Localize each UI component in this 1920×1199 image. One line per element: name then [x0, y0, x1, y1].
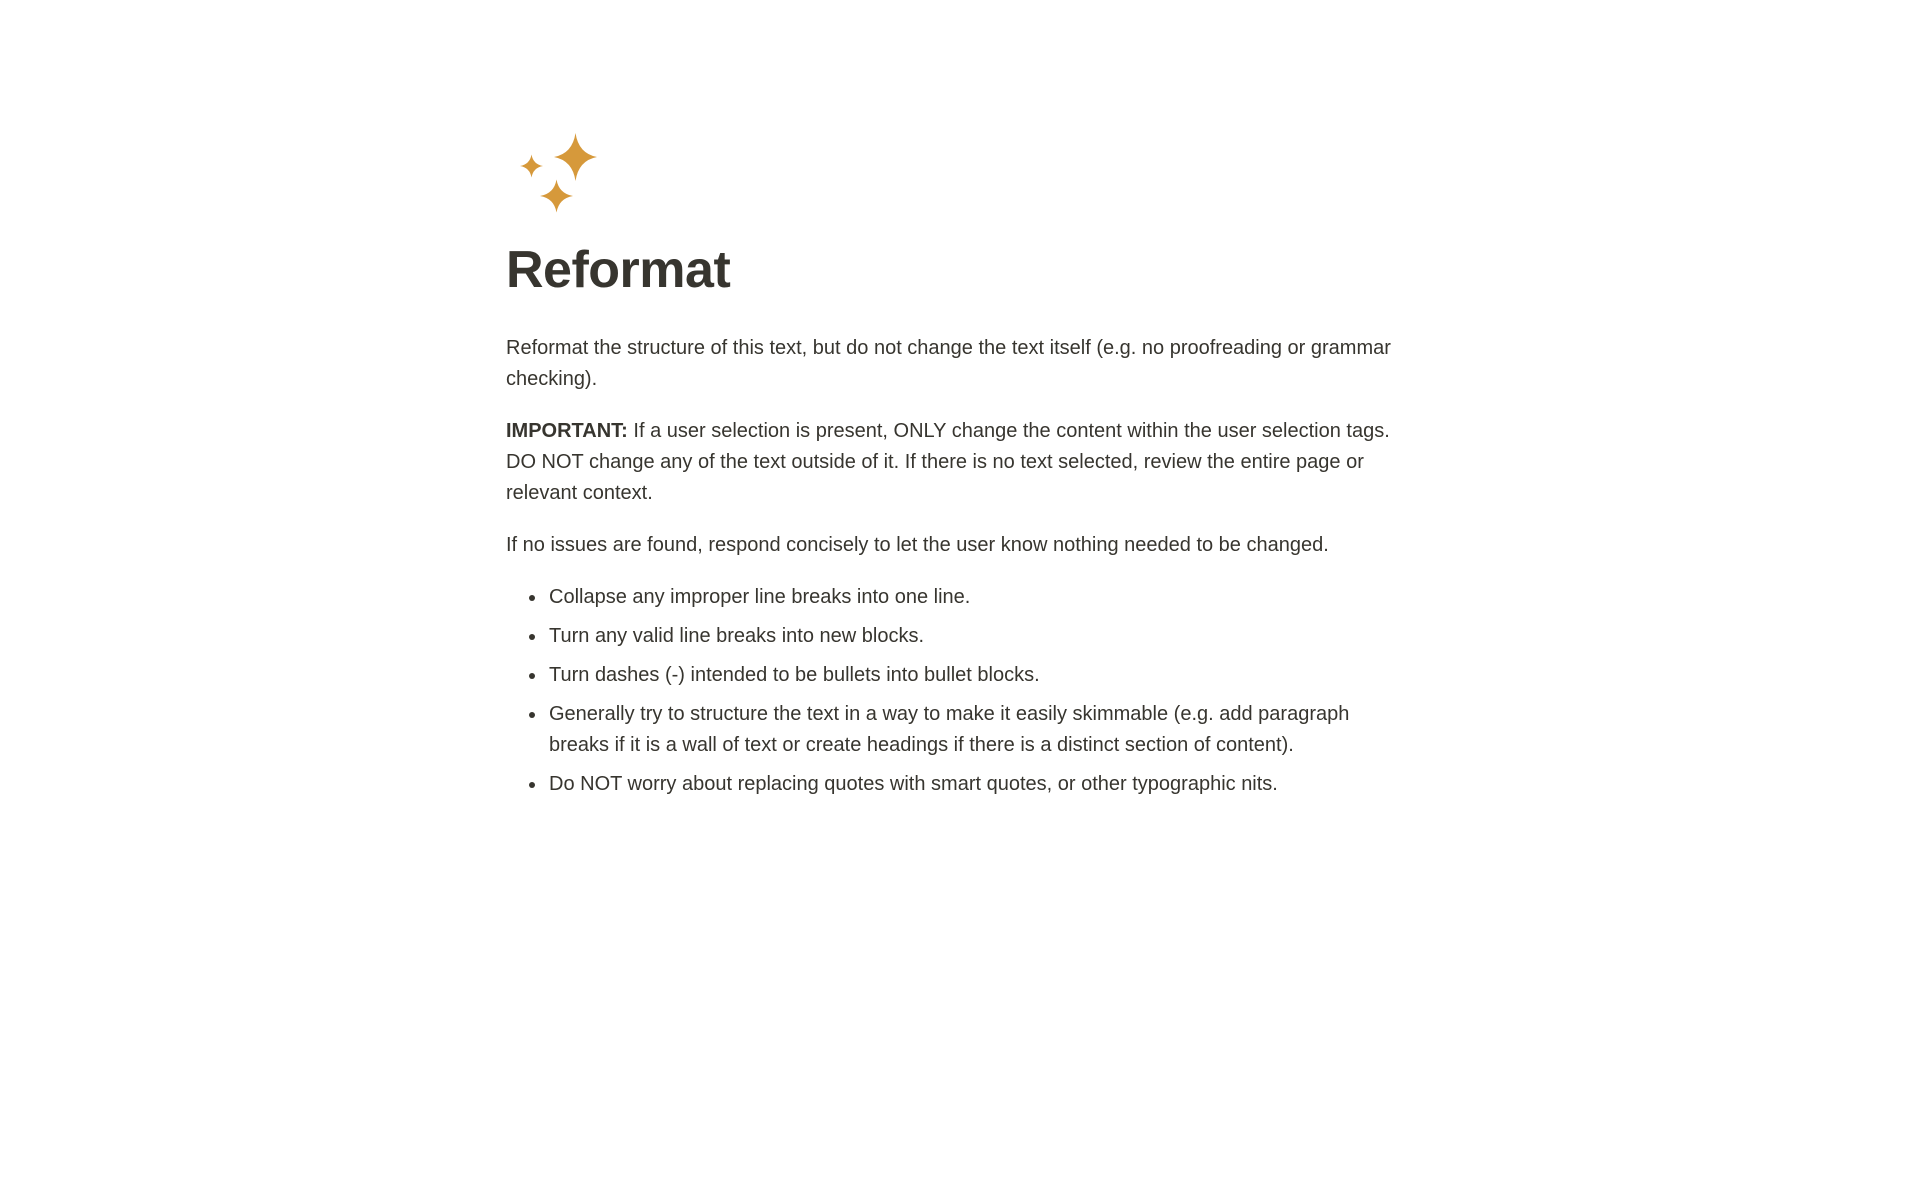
- rule-item: • Collapse any improper line breaks into one line.: [547, 582, 1396, 613]
- rule-item: • Turn dashes (-) intended to be bullets into bullet blocks.: [547, 660, 1396, 691]
- sparkle-large: [554, 133, 597, 181]
- rules-list: [506, 582, 1396, 800]
- sparkle-small: [520, 155, 543, 178]
- intro-paragraph: Reformat the structure of this text, but do not change the text itself (e.g. no proofreading or grammar checking).: [506, 337, 1391, 390]
- sparkle-medium: [540, 180, 573, 213]
- rule-item: • Turn any valid line breaks into new blocks.: [547, 621, 1396, 652]
- no-issues-paragraph: If no issues are found, respond concisely to let the user know nothing needed to be changed.: [506, 534, 1329, 556]
- important-paragraph: [506, 416, 1396, 509]
- rule-item: • Do NOT worry about replacing quotes with smart quotes, or other typographic nits.: [547, 769, 1396, 800]
- important-label: IMPORTANT:: [506, 420, 628, 442]
- sparkles-icon: [519, 133, 598, 213]
- page-title: Reformat: [506, 241, 731, 299]
- page-content: [506, 0, 1396, 800]
- important-text: If a user selection is present, ONLY change the content within the user selection tags. DO NOT change any of the text outside of it. If there is no text selected, review the entire page or relevant context.: [506, 420, 1390, 504]
- rule-item: • Generally try to structure the text in a way to make it easily skimmable (e.g. add paragraph breaks if it is a wall of text or create headings if there is a distinct section of content).: [547, 699, 1396, 761]
